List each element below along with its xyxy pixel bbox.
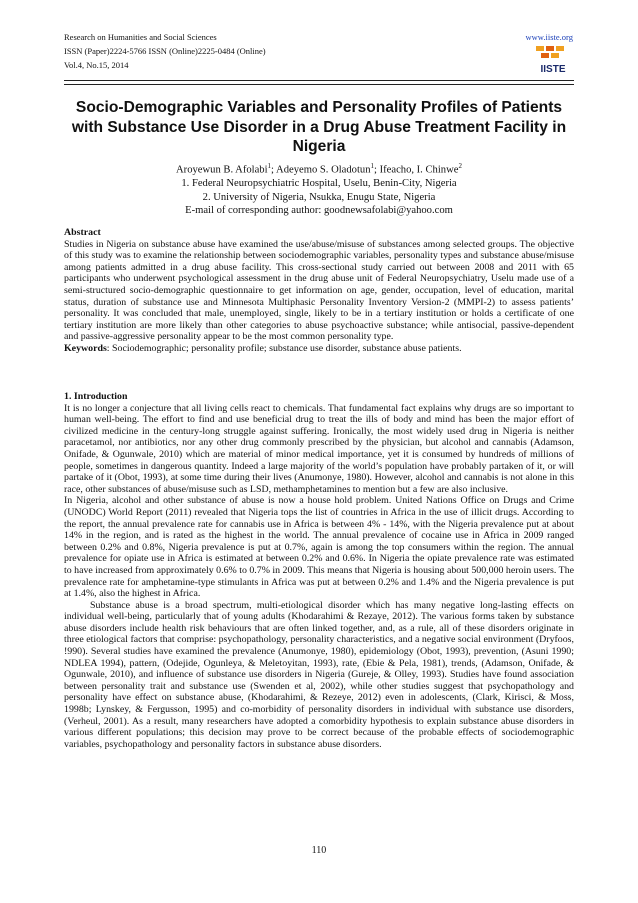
intro-paragraph-3: Substance abuse is a broad spectrum, multi-etiological disorder which has many negative long-lasting effects on individual well-being, particularly that of young adults (Khodarahimi & Rezaye, 2012). The various forms taken by substance abuse disorders include health risk behaviours that are often linked together, and, as a rule, all of these disorders originate in three etiological factors that comprise: psychopathology, personality characteristics, and a negative social environment (Dryfoos, !990). Several studies have examined the prevalence (Anumonye, 1980), epidemiology (Obot, 1993), prevention, (Asuni 1990; NDLEA 1994), pattern, (Odejide, Ogunleya, & Meletoyitan, 1993), rate, (Ebie & Pela, 1981), trends, (Adamson, Onifade, & Ogunwale, 2010), and influence of substance use disorders in Nigeria (Gureje, & Olley, 1993). Studies have found association between personality trait and substance use (Swenden et al, 2002), while other studies suggest that psychopathology and personality have effect on substance abuse, (Khodarahimi, & Rezeye, 2012) even in adolescents, (Clark, Kirisci, & Moss, 1998b; Lynskey, & Fergusson, 1995) and co-morbidity of personality disorders in individual with substance use disorders, (Verheul, 2001). As a result, many researchers have adopted a comorbidity hypothesis to explain substance abuse disorders in various different populations; this decision may prove to be correct because of the probable effects of sociodemographic variables, psychopathology and personality factors in substance abuse disorders.: [64, 599, 574, 750]
intro-paragraph-1: It is no longer a conjecture that all living cells react to chemicals. That fundamental fact explains why drugs are so important to human well-being. The effort to find and use beneficial drug to treat the ills of body and mind has been the major effort of civilized medicine in the century-long struggle against suffering. Ironically, the most widely used drug in Nigeria is neither paracetamol, nor antibiotics, nor any other drug commonly prescribed by the physician, but alcohol and cannabis (Adamson, Onifade, & Ogunwale, 2010) which are material of minor medical importance, yet it is consumed by hundreds of millions of people, sometimes in dangerous quantity. Indeed a large majority of the world’s population have probably partaken of it, or will partake of it (Obot, 1993), at some time during their lives (Anumonye, 1980). However, alcohol and cannabis is not alone in this race, other substances of abuse/misuse such as LSD, methamphetamines to mention but a few are also inclusive.: [64, 402, 574, 495]
iiste-logo: [534, 44, 572, 76]
introduction-heading: 1. Introduction: [64, 391, 128, 402]
author-block: [64, 160, 574, 218]
abstract-section: [64, 227, 574, 355]
journal-volume: Vol.4, No.15, 2014: [64, 60, 129, 70]
author-2-affil: 1: [370, 162, 375, 170]
keywords-text: : Sociodemographic; personality profile; substance use disorder, substance abuse patients.: [106, 342, 462, 354]
affiliation-1: 1. Federal Neuropsychiatric Hospital, Uselu, Benin-City, Nigeria: [181, 178, 457, 190]
author-list: [64, 160, 574, 177]
author-3: ; Ifeacho, I. Chinwe: [374, 164, 459, 176]
header-rule-bottom: [64, 84, 574, 85]
page-number: 110: [311, 845, 327, 856]
abstract-heading: Abstract: [64, 227, 101, 238]
keywords-label: Keywords: [64, 342, 107, 354]
author-3-affil: 2: [458, 162, 462, 170]
journal-issn: ISSN (Paper)2224-5766 ISSN (Online)2225-0484 (Online): [64, 46, 266, 56]
affiliation-2: 2. University of Nigeria, Nsukka, Enugu State, Nigeria: [202, 191, 436, 203]
header-rule-top: [64, 80, 574, 81]
paper-title: Socio-Demographic Variables and Personality Profiles of Patients with Substance Use Disorder in a Drug Abuse Treatment Facility in Nigeria: [71, 99, 567, 155]
keywords-line: [64, 343, 574, 355]
journal-name: Research on Humanities and Social Sciences: [64, 32, 217, 42]
corresponding-email: E-mail of corresponding author: goodnewsafolabi@yahoo.com: [185, 205, 453, 217]
author-1: Aroyewun B. Afolabi: [176, 164, 268, 176]
author-1-affil: 1: [267, 162, 272, 170]
intro-paragraph-2: In Nigeria, alcohol and other substance of abuse is now a house hold problem. United Nations Office on Drugs and Crime (UNODC) World Report (2011) revealed that Nigeria tops the list of countries in Africa in the use of illicit drugs. According to the report, the annual prevalence rate for cannabis use in Africa is between 4% - 14%, with the Nigeria prevalence put at about 14% in the region, and is rated as the highest in the world. The annual prevalence of cocaine use in Africa in 2009 ranged between 0.2% and 0.8%, Nigeria prevalence is put at 0.7%, again is among the top consumers within the region. The annual prevalence for opiate use in Africa is estimated at between 0.2% and 0.6%. In Nigeria the opiate prevalence rate was estimated to have increased from approximately 0.6% to 0.7% in 2009. This means that Nigeria is housing about 500,000 heroin users. The prevalence rate for amphetamine-type stimulants in Africa was put at between 0.2% and 1.4% and the Nigeria prevalence is put at 1.4%, also the highest in Africa.: [64, 495, 575, 600]
journal-url-link[interactable]: www.iiste.org: [525, 32, 573, 42]
author-2: ; Adeyemo S. Oladotun: [271, 164, 371, 176]
svg-text:IISTE: IISTE: [540, 64, 566, 75]
introduction-section: [64, 391, 574, 750]
abstract-text: Studies in Nigeria on substance abuse have examined the use/abuse/misuse of substances among selected groups. The objective of this study was to examine the relationship between sociodemographic variables, personality types and substance abuse/misuse among patients admitted in a drug abuse facility. This cross-sectional study carried out between 2008 and 2011 with 65 participants who underwent psychological assessment in the drug abuse unit of Federal Neuropsychiatry, Uselu made use of a semi-structured socio-demographic questionnaire to get information on age, gender, occupation, level of education, marital status, duration of substance use and Minnesota Multiphasic Personality Inventory Version-2 (MMPI-2) to assess patients’ personality. It was concluded that male, unemployed, single, likely to be in a tertiary institution or holds a certificate of one tertiary institution are more likely than other categories to abuse psychoactive substance; while antisocial, passive-dependent and passive-aggressive personality appear to be the most common personality type.: [64, 238, 574, 343]
